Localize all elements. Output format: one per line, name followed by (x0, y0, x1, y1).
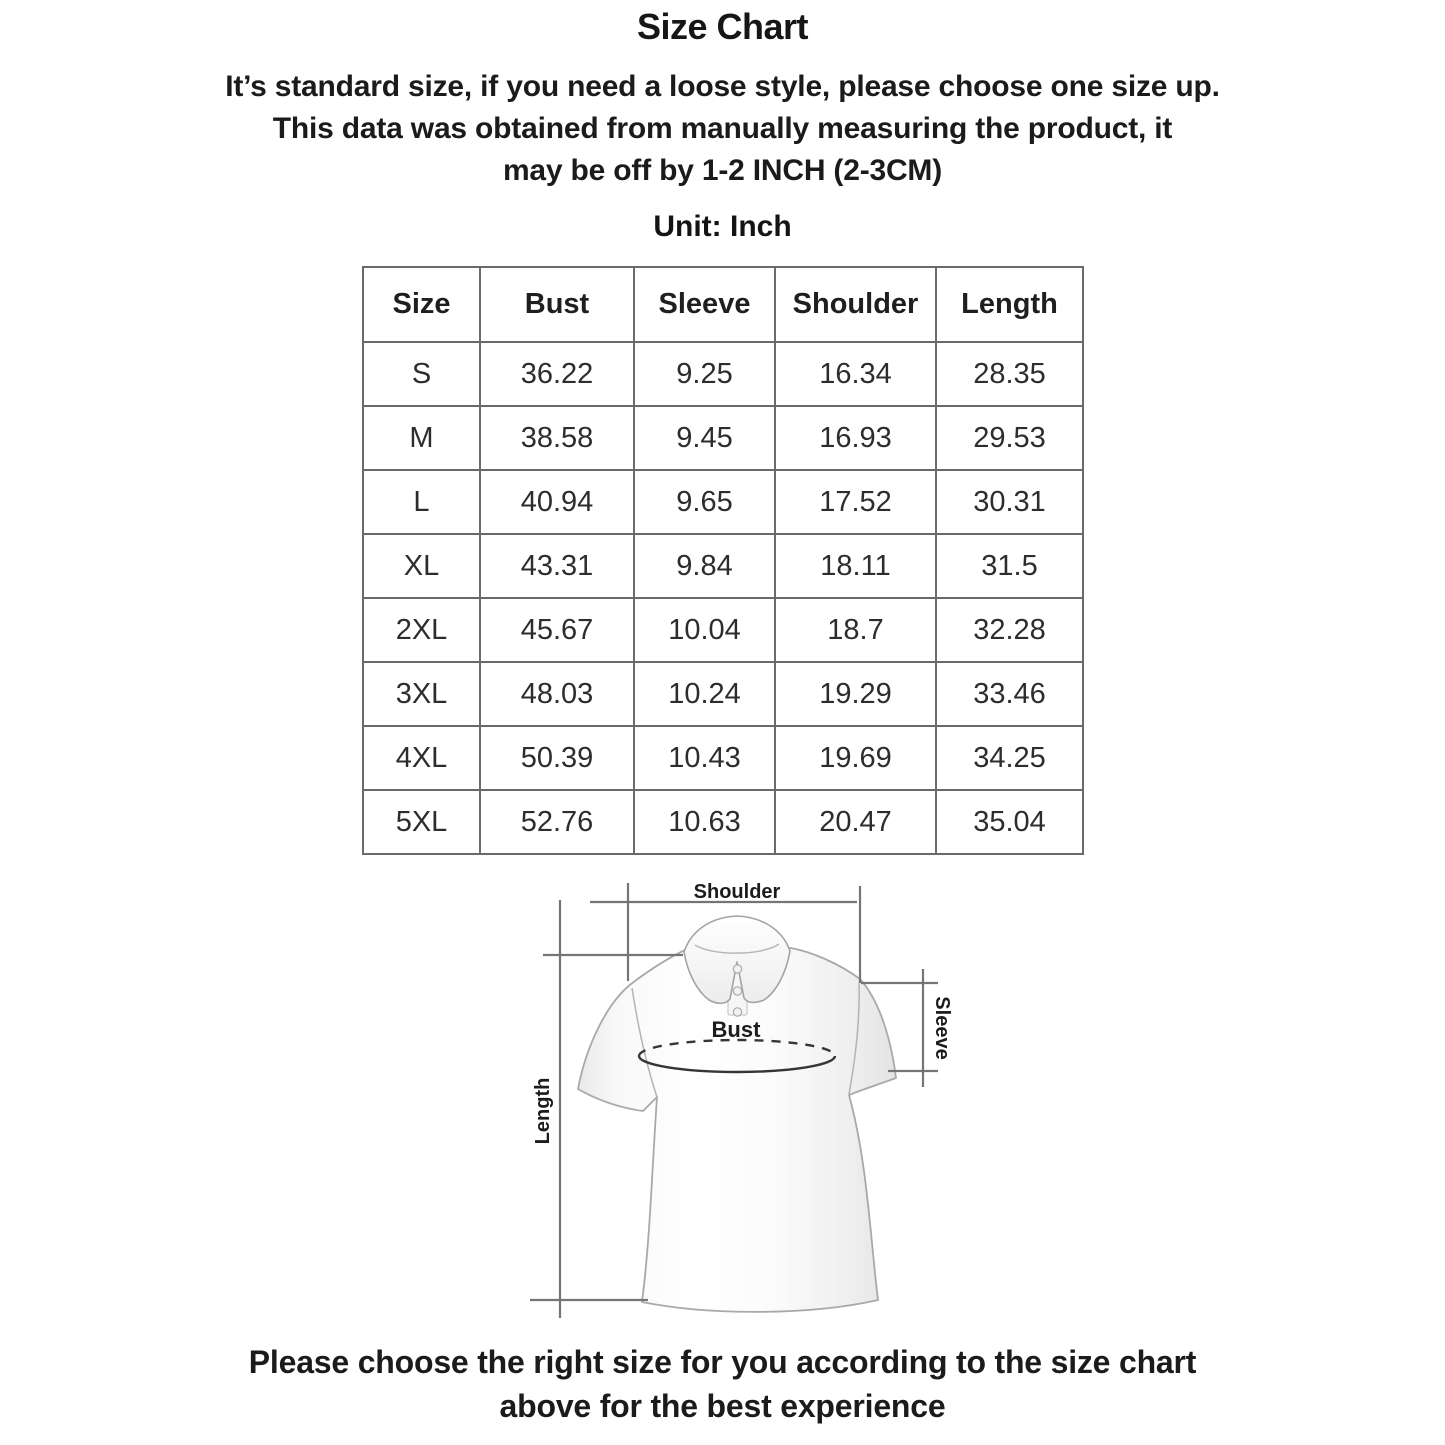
shirt-measurement-diagram (520, 858, 960, 1333)
col-header-sleeve: Sleeve (634, 267, 775, 342)
cell-sleeve: 9.84 (634, 534, 775, 598)
cell-shoulder: 19.29 (775, 662, 936, 726)
cell-sleeve: 9.65 (634, 470, 775, 534)
cell-size: S (363, 342, 480, 406)
cell-length: 30.31 (936, 470, 1083, 534)
cell-length: 35.04 (936, 790, 1083, 854)
intro-text (0, 66, 1445, 192)
cell-shoulder: 17.52 (775, 470, 936, 534)
table-row (363, 726, 1083, 790)
footer-line-2: above for the best experience (499, 1388, 946, 1424)
cell-shoulder: 18.7 (775, 598, 936, 662)
cell-shoulder: 20.47 (775, 790, 936, 854)
table-row (363, 662, 1083, 726)
cell-bust: 40.94 (480, 470, 634, 534)
col-header-size: Size (363, 267, 480, 342)
intro-line-2: This data was obtained from manually measuring the product, it (272, 112, 1173, 145)
cell-sleeve: 9.45 (634, 406, 775, 470)
cell-length: 28.35 (936, 342, 1083, 406)
bust-label: Bust (711, 1017, 761, 1042)
table-row (363, 406, 1083, 470)
cell-sleeve: 10.63 (634, 790, 775, 854)
sleeve-label: Sleeve (931, 996, 953, 1060)
table-row (363, 534, 1083, 598)
col-header-bust: Bust (480, 267, 634, 342)
cell-shoulder: 18.11 (775, 534, 936, 598)
cell-bust: 50.39 (480, 726, 634, 790)
cell-length: 32.28 (936, 598, 1083, 662)
cell-shoulder: 19.69 (775, 726, 936, 790)
cell-sleeve: 10.43 (634, 726, 775, 790)
cell-sleeve: 10.24 (634, 662, 775, 726)
polo-shirt-graphic (578, 916, 896, 1312)
cell-size: M (363, 406, 480, 470)
button (733, 1008, 741, 1016)
cell-bust: 36.22 (480, 342, 634, 406)
shoulder-label: Shoulder (693, 881, 781, 903)
cell-length: 34.25 (936, 726, 1083, 790)
table-row (363, 790, 1083, 854)
cell-size: 2XL (363, 598, 480, 662)
cell-size: L (363, 470, 480, 534)
size-chart-table (362, 266, 1084, 855)
cell-bust: 52.76 (480, 790, 634, 854)
button (733, 987, 741, 995)
col-header-shoulder: Shoulder (775, 267, 936, 342)
table-row (363, 342, 1083, 406)
table-row (363, 470, 1083, 534)
cell-sleeve: 9.25 (634, 342, 775, 406)
col-header-length: Length (936, 267, 1083, 342)
cell-sleeve: 10.04 (634, 598, 775, 662)
cell-size: XL (363, 534, 480, 598)
cell-shoulder: 16.34 (775, 342, 936, 406)
cell-size: 3XL (363, 662, 480, 726)
length-label: Length (532, 1077, 554, 1145)
footer-note (0, 1340, 1445, 1428)
intro-line-1: It’s standard size, if you need a loose style, please choose one size up. (225, 70, 1220, 103)
cell-size: 4XL (363, 726, 480, 790)
footer-line-1: Please choose the right size for you according to the size chart (248, 1344, 1197, 1380)
unit-label: Unit: Inch (653, 210, 792, 243)
cell-bust: 43.31 (480, 534, 634, 598)
table-header-row (363, 267, 1083, 342)
page-title: Size Chart (636, 6, 809, 47)
table-row (363, 598, 1083, 662)
cell-shoulder: 16.93 (775, 406, 936, 470)
button (733, 965, 741, 973)
intro-line-3: may be off by 1-2 INCH (2-3CM) (502, 154, 943, 187)
cell-bust: 45.67 (480, 598, 634, 662)
cell-length: 31.5 (936, 534, 1083, 598)
cell-size: 5XL (363, 790, 480, 854)
cell-bust: 38.58 (480, 406, 634, 470)
cell-length: 29.53 (936, 406, 1083, 470)
cell-length: 33.46 (936, 662, 1083, 726)
cell-bust: 48.03 (480, 662, 634, 726)
